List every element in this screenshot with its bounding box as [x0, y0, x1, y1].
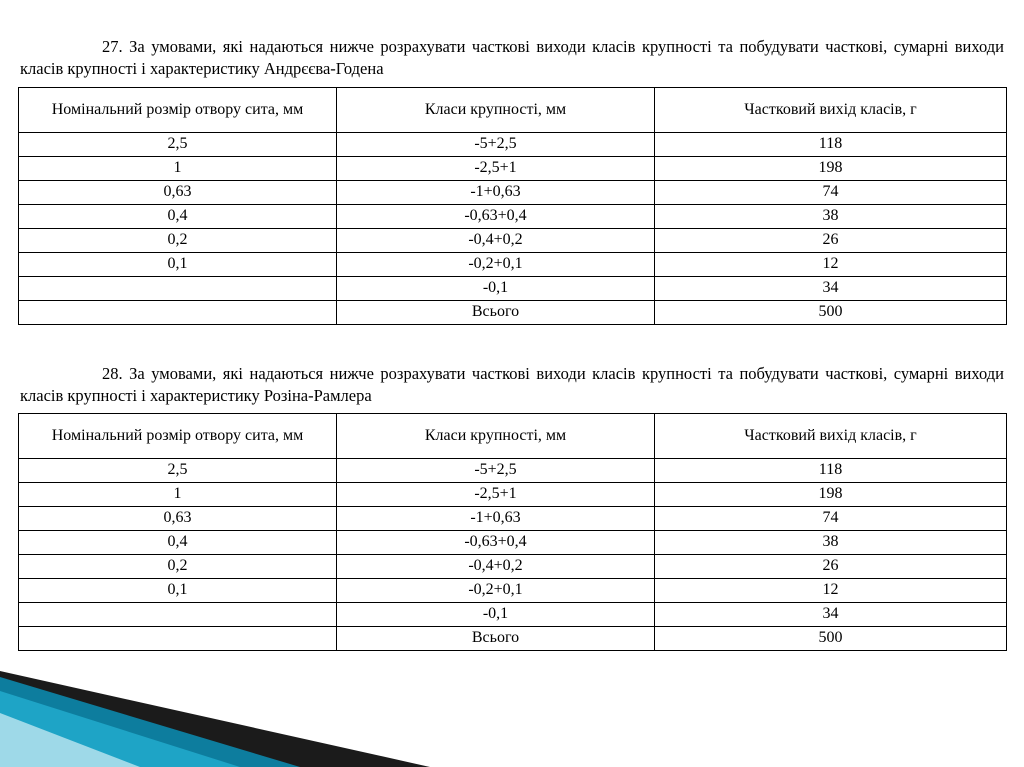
cell-nominal-size [19, 603, 337, 627]
table-row-total [19, 300, 1007, 324]
table-row [19, 252, 1007, 276]
data-table-1 [18, 87, 1007, 325]
cell-nominal-size: 0,2 [19, 555, 337, 579]
cell-size-class: -0,2+0,1 [337, 579, 655, 603]
cell-size-class: -1+0,63 [337, 507, 655, 531]
cell-nominal-size: 0,4 [19, 531, 337, 555]
table-row [19, 156, 1007, 180]
cell-partial-yield: 118 [655, 459, 1007, 483]
column-header-size-class: Класи крупності, мм [337, 87, 655, 132]
cell-size-class: -0,4+0,2 [337, 228, 655, 252]
table-row [19, 483, 1007, 507]
table-header-row [19, 87, 1007, 132]
cell-size-class: -0,1 [337, 276, 655, 300]
table-row [19, 204, 1007, 228]
table-row [19, 132, 1007, 156]
table-row [19, 555, 1007, 579]
column-header-nominal-size: Номінальний розмір отвору сита, мм [19, 414, 337, 459]
question-number-2: 28. [102, 363, 123, 383]
cell-partial-yield: 26 [655, 228, 1007, 252]
cell-partial-yield: 38 [655, 531, 1007, 555]
cell-nominal-size: 0,1 [19, 579, 337, 603]
cell-total-label: Всього [337, 300, 655, 324]
cell-partial-yield: 74 [655, 180, 1007, 204]
question-body-1: За умовами, які надаються нижче розрахувати часткові виходи класів крупності та побудувати часткові, сумарні виходи класів крупності і характеристику Андрєєва-Годена [20, 37, 1005, 79]
table-row [19, 180, 1007, 204]
column-header-partial-yield: Частковий вихід класів, г [655, 414, 1007, 459]
cell-size-class: -1+0,63 [337, 180, 655, 204]
cell-size-class: -5+2,5 [337, 132, 655, 156]
cell-nominal-size: 2,5 [19, 459, 337, 483]
cell-total-label: Всього [337, 627, 655, 651]
cell-nominal-size [19, 276, 337, 300]
column-header-size-class: Класи крупності, мм [337, 414, 655, 459]
cell-total-value: 500 [655, 627, 1007, 651]
cell-nominal-size: 1 [19, 483, 337, 507]
cell-nominal-size: 0,63 [19, 507, 337, 531]
cell-partial-yield: 38 [655, 204, 1007, 228]
cell-partial-yield: 118 [655, 132, 1007, 156]
table-header-row [19, 414, 1007, 459]
table-row [19, 228, 1007, 252]
table-row [19, 531, 1007, 555]
cell-partial-yield: 74 [655, 507, 1007, 531]
table-row [19, 459, 1007, 483]
cell-size-class: -5+2,5 [337, 459, 655, 483]
table-row [19, 507, 1007, 531]
slide-corner-decoration [0, 657, 520, 767]
table-row [19, 276, 1007, 300]
cell-nominal-size [19, 627, 337, 651]
cell-total-value: 500 [655, 300, 1007, 324]
cell-size-class: -2,5+1 [337, 483, 655, 507]
data-table-2 [18, 413, 1007, 651]
cell-nominal-size: 0,4 [19, 204, 337, 228]
cell-nominal-size: 2,5 [19, 132, 337, 156]
table-row [19, 603, 1007, 627]
cell-nominal-size: 0,1 [19, 252, 337, 276]
cell-partial-yield: 198 [655, 156, 1007, 180]
question-text-1 [18, 36, 1006, 81]
cell-size-class: -2,5+1 [337, 156, 655, 180]
cell-size-class: -0,4+0,2 [337, 555, 655, 579]
question-number-1: 27. [102, 37, 123, 56]
question-block-2 [18, 363, 1006, 652]
cell-nominal-size: 0,2 [19, 228, 337, 252]
cell-nominal-size [19, 300, 337, 324]
cell-size-class: -0,2+0,1 [337, 252, 655, 276]
cell-partial-yield: 26 [655, 555, 1007, 579]
cell-size-class: -0,1 [337, 603, 655, 627]
question-body-2: За умовами, які надаються нижче розрахувати часткові виходи класів крупності та побудувати часткові, сумарні виходи класів крупності і характеристику Розіна-Рамлера [20, 363, 1005, 405]
column-header-nominal-size: Номінальний розмір отвору сита, мм [19, 87, 337, 132]
column-header-partial-yield: Частковий вихід класів, г [655, 87, 1007, 132]
cell-nominal-size: 0,63 [19, 180, 337, 204]
cell-partial-yield: 34 [655, 276, 1007, 300]
cell-partial-yield: 198 [655, 483, 1007, 507]
question-text-2 [18, 363, 1006, 408]
cell-partial-yield: 12 [655, 252, 1007, 276]
cell-size-class: -0,63+0,4 [337, 204, 655, 228]
cell-nominal-size: 1 [19, 156, 337, 180]
cell-size-class: -0,63+0,4 [337, 531, 655, 555]
cell-partial-yield: 12 [655, 579, 1007, 603]
question-block-1 [18, 36, 1006, 325]
cell-partial-yield: 34 [655, 603, 1007, 627]
table-row-total [19, 627, 1007, 651]
table-row [19, 579, 1007, 603]
